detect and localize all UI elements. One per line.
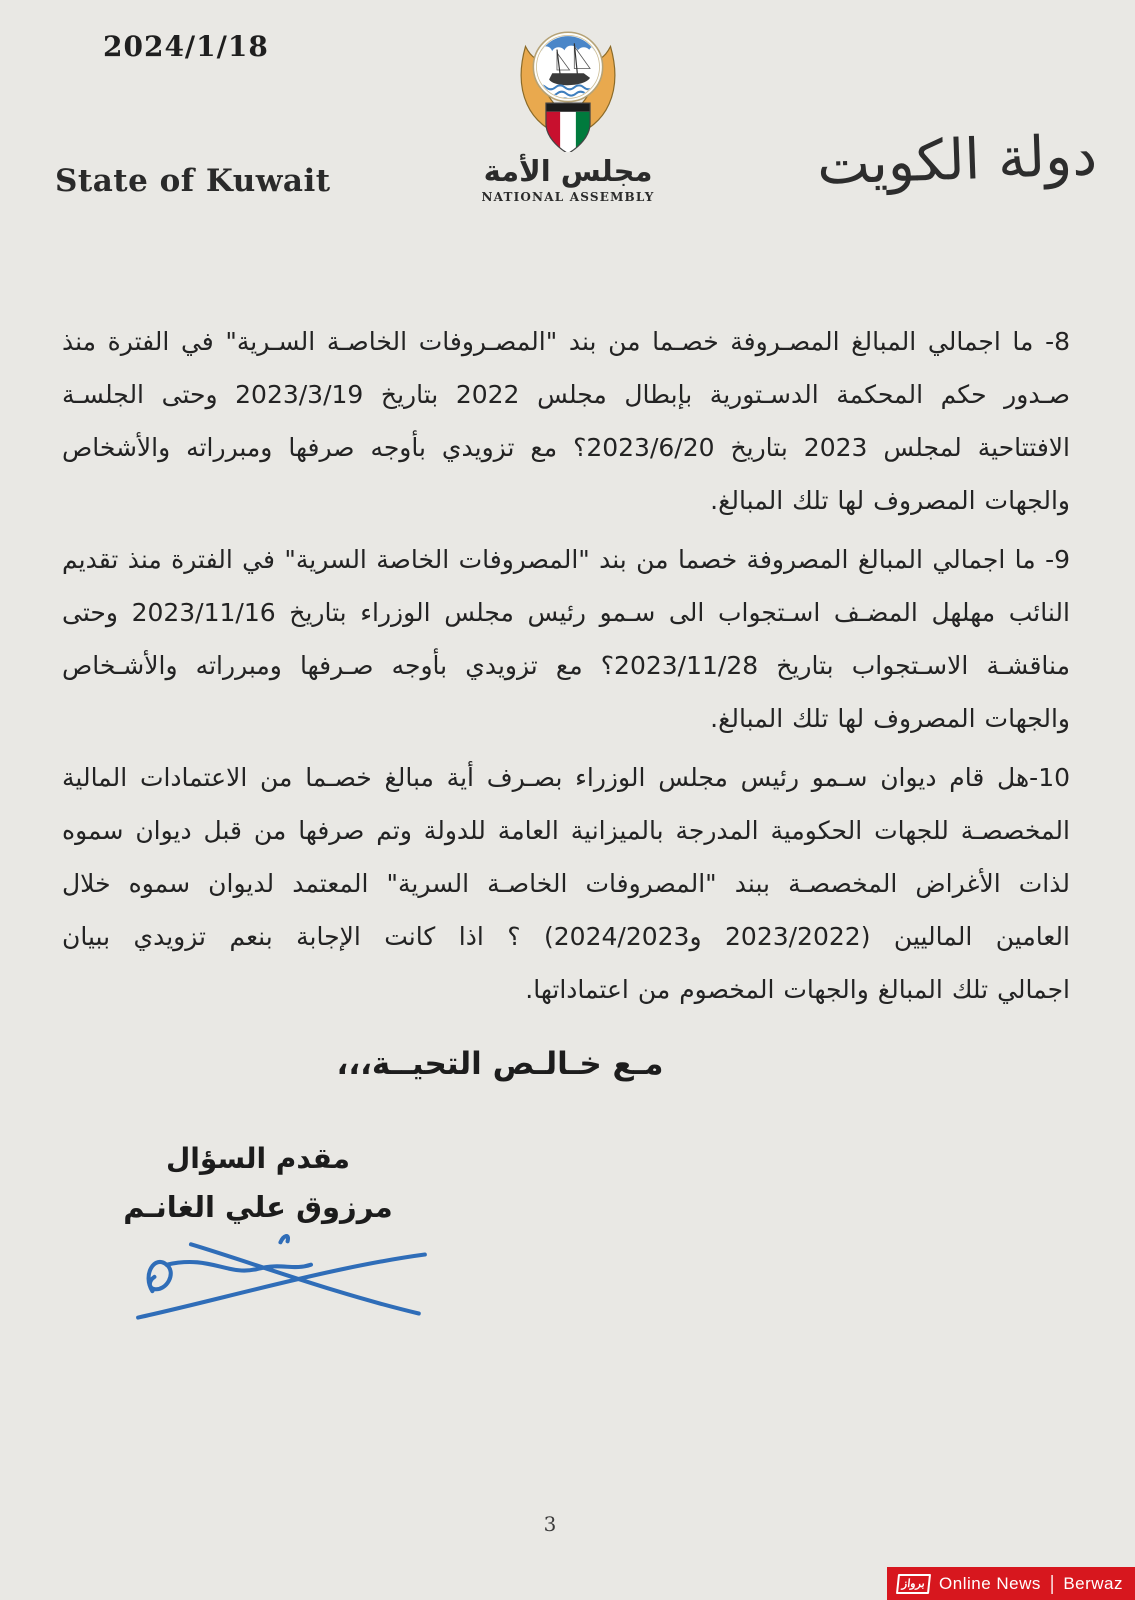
question-item-9: [62, 533, 1070, 745]
question-text: ما اجمالي المبالغ المصـروفة خصـما من بند "المصـروفات الخاصـة السـرية" في الفترة منذ: [62, 327, 1034, 356]
national-assembly-emblem: [468, 18, 668, 204]
question-line: [62, 533, 1070, 586]
question-line: [62, 751, 1070, 804]
question-line: [62, 315, 1070, 368]
banner-text: Online News: [939, 1573, 1041, 1593]
question-number: 10-: [1029, 763, 1070, 792]
kuwait-emblem-icon: [505, 18, 631, 152]
signature-block: [118, 1136, 398, 1232]
country-name-arabic: دولة الكويت: [815, 123, 1099, 198]
news-watermark-banner: [887, 1567, 1135, 1600]
question-line: لذات الأغراض المخصصـة ببند "المصروفات الخاصـة السرية" المعتمد لديوان سموه خلال: [62, 869, 1070, 898]
question-text: ما اجمالي المبالغ المصروفة خصما من بند "المصروفات الخاصة السرية" في الفترة منذ تقديم: [62, 545, 1036, 574]
question-number: 8-: [1045, 327, 1070, 356]
page-number: 3: [543, 1512, 557, 1536]
signer-name: مرزوق علي الغانـم: [123, 1190, 393, 1224]
question-text: هل قام ديوان سـمو رئيس مجلس الوزراء بصـرف أية مبالغ خصـما من الاعتمادات المالية: [62, 763, 1030, 792]
document-date: 2024/1/18: [103, 30, 269, 63]
banner-divider: |: [1049, 1571, 1055, 1595]
question-line: المخصصـة للجهات الحكومية المدرجة بالميزانية العامة للدولة وتم صرفها من قبل ديوان سموه: [62, 816, 1070, 845]
question-line: الافتتاحية لمجلس 2023 بتاريخ 2023/6/20؟ مع تزويدي بأوجه صرفها ومبرراته والأشخاص: [62, 433, 1071, 462]
handwritten-signature-icon: [130, 1228, 435, 1340]
question-item-8: [62, 315, 1070, 527]
banner-brand: Berwaz: [1063, 1573, 1123, 1593]
question-item-10: [62, 751, 1070, 1016]
question-line: العامين الماليين (2023/2022 و2024/2023) ؟ اذا كانت الإجابة بنعم تزويدي ببيان: [62, 922, 1070, 951]
question-line: والجهات المصروف لها تلك المبالغ.: [710, 486, 1070, 515]
signer-title: مقدم السؤال: [166, 1142, 350, 1175]
berwaz-logo-icon: برواز: [896, 1574, 931, 1594]
question-line: مناقشـة الاسـتجواب بتاريخ 2023/11/28؟ مع تزويدي بأوجه صـرفها ومبرراته والأشـخاص: [62, 651, 1070, 680]
question-line: النائب مهلهل المضـف اسـتجواب الى سـمو رئيس مجلس الوزراء بتاريخ 2023/11/16 وحتى: [62, 598, 1070, 627]
org-name-arabic: مجلس الأمة: [483, 154, 653, 188]
closing-salutation: مـع خـالـص التحيــة،،،: [336, 1046, 664, 1082]
question-number: 9-: [1045, 545, 1070, 574]
question-line: صـدور حكم المحكمة الدسـتورية بإبطال مجلس 2022 بتاريخ 2023/3/19 وحتى الجلسـة: [62, 380, 1071, 409]
org-name-english: NATIONAL ASSEMBLY: [481, 190, 655, 204]
question-line: اجمالي تلك المبالغ والجهات المخصوم من اعتماداتها.: [525, 975, 1070, 1004]
state-of-kuwait-label: State of Kuwait: [55, 163, 331, 199]
question-line: والجهات المصروف لها تلك المبالغ.: [710, 704, 1070, 733]
document-body: [62, 315, 1070, 1022]
